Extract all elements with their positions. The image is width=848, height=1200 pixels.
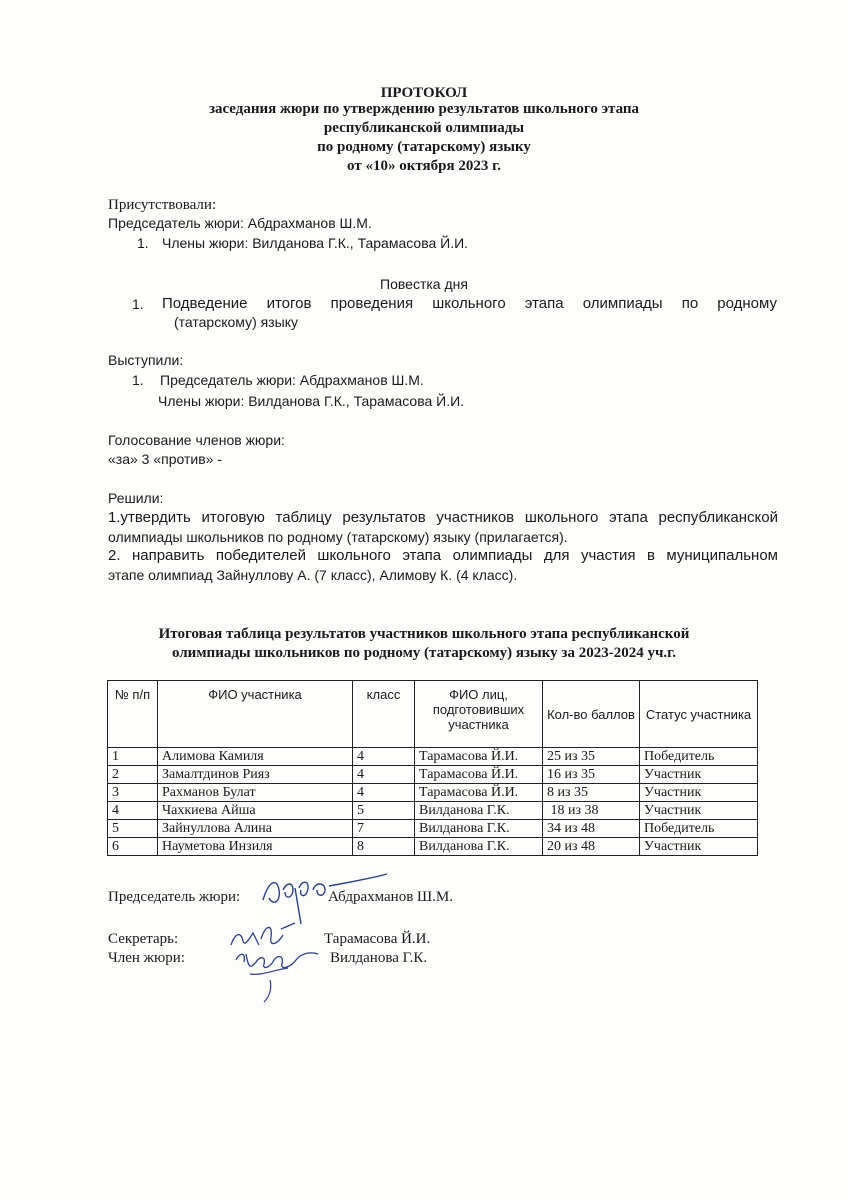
cell-score: 20 из 48 xyxy=(543,838,640,856)
cell-score: 25 из 35 xyxy=(543,748,640,766)
cell-grade: 4 xyxy=(353,766,415,784)
cell-teacher: Вилданова Г.К. xyxy=(415,820,543,838)
cell-grade: 5 xyxy=(353,802,415,820)
cell-score: 18 из 38 xyxy=(543,802,640,820)
cell-status: Победитель xyxy=(640,748,758,766)
cell-score: 8 из 35 xyxy=(543,784,640,802)
table-header-row xyxy=(108,681,758,748)
decision-item2-line1: 2. направить победителей школьного этапа олимпиады для участия в муниципальном xyxy=(108,547,778,564)
document-subtitle-line3: по родному (татарскому) языку xyxy=(317,139,531,155)
member-handwritten-signature xyxy=(230,940,330,1005)
cell-name: Зайнуллова Алина xyxy=(158,820,353,838)
cell-name: Замалтдинов Рияз xyxy=(158,766,353,784)
cell-name: Чахкиева Айша xyxy=(158,802,353,820)
document-date: от «10» октября 2023 г. xyxy=(347,158,501,174)
cell-grade: 4 xyxy=(353,784,415,802)
voting-result: «за» 3 «против» - xyxy=(108,451,222,467)
member-signature-name: Вилданова Г.К. xyxy=(330,950,428,966)
agenda-item-number: 1. xyxy=(132,296,144,312)
table-row xyxy=(108,766,758,784)
cell-name: Науметова Инзиля xyxy=(158,838,353,856)
cell-num: 2 xyxy=(108,766,158,784)
cell-grade: 4 xyxy=(353,748,415,766)
cell-status: Участник xyxy=(640,784,758,802)
cell-num: 4 xyxy=(108,802,158,820)
attendance-chair: Председатель жюри: Абдрахманов Ш.М. xyxy=(108,215,372,231)
table-title-line1: Итоговая таблица результатов участников школьного этапа республиканской xyxy=(158,626,690,642)
table-row xyxy=(108,838,758,856)
speakers-members: Члены жюри: Вилданова Г.К., Тарамасова Й.И. xyxy=(158,393,465,409)
chair-signature-name: Абдрахманов Ш.М. xyxy=(328,889,453,905)
cell-teacher: Вилданова Г.К. xyxy=(415,802,543,820)
header-name: ФИО участника xyxy=(158,681,353,748)
results-table xyxy=(107,680,758,856)
table-row xyxy=(108,748,758,766)
member-signature-label: Член жюри: xyxy=(108,950,185,966)
agenda-heading: Повестка дня xyxy=(380,276,468,292)
cell-status: Участник xyxy=(640,838,758,856)
decision-item2-line2: этапе олимпиад Зайнуллову А. (7 класс), Алимову К. (4 класс). xyxy=(108,567,518,583)
cell-score: 16 из 35 xyxy=(543,766,640,784)
speakers-chair: Председатель жюри: Абдрахманов Ш.М. xyxy=(160,372,424,388)
chair-signature-label: Председатель жюри: xyxy=(108,889,241,905)
cell-num: 6 xyxy=(108,838,158,856)
decision-heading: Решили: xyxy=(108,490,164,506)
cell-score: 34 из 48 xyxy=(543,820,640,838)
cell-teacher: Вилданова Г.К. xyxy=(415,838,543,856)
attendance-members: Члены жюри: Вилданова Г.К., Тарамасова Й.И. xyxy=(162,235,469,251)
table-row xyxy=(108,784,758,802)
header-teacher: ФИО лиц, подготовивших участника xyxy=(415,681,543,748)
secretary-signature-name: Тарамасова Й.И. xyxy=(324,931,431,947)
cell-status: Участник xyxy=(640,766,758,784)
document-subtitle-line1: заседания жюри по утверждению результатов школьного этапа xyxy=(208,101,640,117)
document-title: ПРОТОКОЛ xyxy=(380,85,468,101)
cell-name: Алимова Камиля xyxy=(158,748,353,766)
cell-num: 1 xyxy=(108,748,158,766)
header-score: Кол-во баллов xyxy=(543,681,640,748)
table-row xyxy=(108,820,758,838)
table-title-line2: олимпиады школьников по родному (татарскому) языку за 2023-2024 уч.г. xyxy=(171,645,677,661)
cell-teacher: Тарамасова Й.И. xyxy=(415,784,543,802)
header-grade: класс xyxy=(353,681,415,748)
attendance-heading: Присутствовали: xyxy=(108,197,217,213)
document-subtitle-line2: республиканской олимпиады xyxy=(323,120,525,136)
decision-item1-line2: олимпиады школьников по родному (татарскому) языку (прилагается). xyxy=(108,529,568,545)
attendance-members-number: 1. xyxy=(137,235,149,251)
cell-grade: 8 xyxy=(353,838,415,856)
speakers-heading: Выступили: xyxy=(108,352,184,368)
header-num: № п/п xyxy=(108,681,158,748)
decision-item1-line1: 1.утвердить итоговую таблицу результатов участников школьного этапа республиканской xyxy=(108,509,778,526)
cell-num: 5 xyxy=(108,820,158,838)
voting-heading: Голосование членов жюри: xyxy=(108,432,285,448)
cell-teacher: Тарамасова Й.И. xyxy=(415,748,543,766)
agenda-item-line1: Подведение итогов проведения школьного этапа олимпиады по родному xyxy=(162,295,777,312)
cell-status: Победитель xyxy=(640,820,758,838)
agenda-item-line2: (татарскому) языку xyxy=(174,314,298,330)
secretary-signature-label: Секретарь: xyxy=(108,931,179,947)
header-status: Статус участника xyxy=(640,681,758,748)
cell-status: Участник xyxy=(640,802,758,820)
cell-name: Рахманов Булат xyxy=(158,784,353,802)
cell-grade: 7 xyxy=(353,820,415,838)
cell-num: 3 xyxy=(108,784,158,802)
cell-teacher: Тарамасова Й.И. xyxy=(415,766,543,784)
speakers-number: 1. xyxy=(132,372,144,388)
table-row xyxy=(108,802,758,820)
